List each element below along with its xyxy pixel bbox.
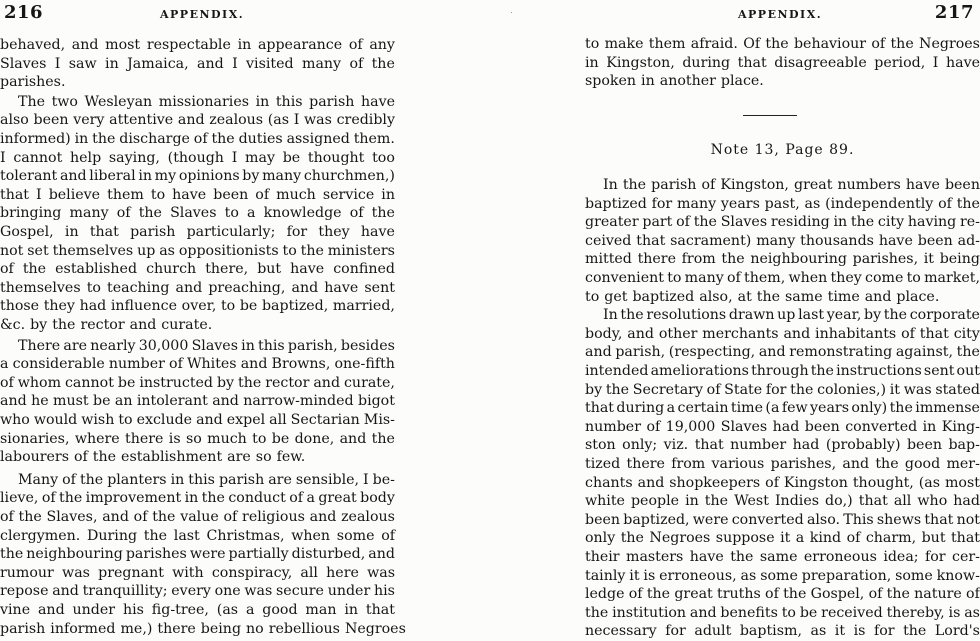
text-line: and parish, (respecting, and remonstrating against, the (585, 344, 980, 361)
text-line: parish informed me,) there being no rebellious Negroes (0, 620, 406, 637)
text-line: clergymen. During the last Christmas, when some of (0, 527, 395, 544)
text-line: the neighbouring parishes were partially disturbed, and (0, 546, 395, 563)
text-line: mitted there from the neighbouring parishes, it being (585, 251, 980, 268)
text-line: repose and tranquillity; every one was secure under his (0, 583, 395, 600)
text-line: white people in the West Indies do,) that all who had (585, 493, 980, 510)
page-number: 217 (934, 2, 974, 23)
text-line: In the resolutions drawn up last year, by the corporate (603, 307, 980, 324)
text-line: Slaves I saw in Jamaica, and I visited many of the (0, 55, 395, 72)
text-line: ledge of the great truths of the Gospel, of the nature of (585, 586, 980, 603)
text-line: baptized for many years past, as (independently of the (585, 195, 980, 212)
text-line: rumour was pregnant with conspiracy, all here was (0, 564, 395, 581)
text-line: that I believe them to have been of much service in (0, 186, 395, 203)
text-line: by the Secretary of State for the colonies,) it was stated (585, 381, 980, 398)
text-line: spoken in another place. (585, 73, 764, 90)
text-line: convenient to many of them, when they come to market, (585, 270, 980, 286)
text-line: Gospel, in that parish particularly; for they have (0, 224, 395, 240)
text-line: to get baptized also, at the same time and place. (585, 288, 940, 305)
text-line: number of 19,000 Slaves had been converted in King- (585, 418, 980, 435)
text-line: tized there from various parishes, and the good mer- (585, 456, 980, 472)
text-line: There are nearly 30,000 Slaves in this parish, besides (18, 337, 395, 354)
text-line: themselves to teaching and preaching, and have sent (0, 279, 395, 296)
text-line: bringing many of the Slaves to a knowledge of the (0, 205, 395, 222)
running-header: APPENDIX. (738, 8, 823, 21)
text-line: those they had influence over, to be baptized, married, (0, 298, 395, 315)
text-line: of the Slaves, and of the value of religious and zealous (0, 509, 395, 525)
text-line: a considerable number of Whites and Browns, one-fifth (0, 356, 395, 373)
text-line: sionaries, where there is so much to be done, and the (0, 430, 395, 447)
text-line: in Kingston, during that disagreeable period, I have (585, 54, 980, 71)
text-line: of whom cannot be instructed by the rector and curate, (0, 374, 395, 391)
gutter-mark (511, 12, 512, 13)
text-line: labourers of the establishment are so few. (0, 449, 306, 466)
text-line: been baptized, were converted also. This shews that not (585, 511, 980, 528)
text-line: of the established church there, but have confined (0, 261, 395, 278)
running-header: APPENDIX. (160, 8, 245, 21)
left-page (0, 0, 406, 637)
text-line: only the Negroes suppose it a kind of charm, but that (585, 530, 980, 547)
section-divider (743, 115, 797, 116)
text-line: In the parish of Kingston, great numbers have been (603, 177, 980, 193)
right-page (585, 0, 980, 640)
text-line: ceived that sacrament) many thousands have been ad- (585, 232, 980, 249)
text-line: The two Wesleyan missionaries in this parish have (18, 93, 395, 110)
text-line: informed) in the discharge of the duties assigned them. (0, 131, 395, 147)
text-line: greater part of the Slaves residing in the city having re- (585, 214, 980, 231)
text-line: necessary for adult baptism, as it is for the Lord's (585, 623, 980, 640)
text-line: behaved, and most respectable in appearance of any (0, 37, 395, 53)
text-line: vine and under his fig-tree, (as a good man in that (0, 602, 395, 618)
text-line: not set themselves up as oppositionists to the ministers (0, 242, 395, 259)
text-line: body, and other merchants and inhabitants of that city (585, 325, 980, 342)
text-line: I cannot help saying, (though I may be thought too (0, 149, 395, 166)
note-heading: Note 13, Page 89. (710, 142, 855, 158)
text-line: to make them afraid. Of the behaviour of the Negroes (585, 36, 980, 52)
text-line: and he must be an intolerant and narrow-minded bigot (0, 393, 395, 410)
text-line: chants and shopkeepers of Kingston thought, (as most (585, 474, 980, 491)
page-number: 216 (4, 2, 44, 23)
text-line: tainly it is erroneous, as some preparation, some know- (585, 567, 980, 584)
text-line: their masters have the same erroneous idea; for cer- (585, 549, 980, 565)
text-line: who would wish to exclude and expel all Sectarian Mis- (0, 412, 395, 428)
text-line: lieve, of the improvement in the conduct of a great body (0, 490, 395, 507)
text-line: tolerant and liberal in my opinions by many churchmen,) (0, 168, 395, 185)
text-line: parishes. (0, 74, 66, 91)
text-line: that during a certain time (a few years only) the immense (585, 400, 980, 417)
text-line: &c. by the rector and curate. (0, 317, 213, 333)
text-line: the institution and benefits to be received thereby, is as (585, 604, 980, 621)
text-line: ston only; viz. that number had (probably) been bap- (585, 437, 980, 454)
text-line: intended ameliorations through the instructions sent out (585, 363, 980, 379)
text-line: also been very attentive and zealous (as I was credibly (0, 112, 395, 129)
text-line: Many of the planters in this parish are sensible, I be- (18, 471, 395, 488)
